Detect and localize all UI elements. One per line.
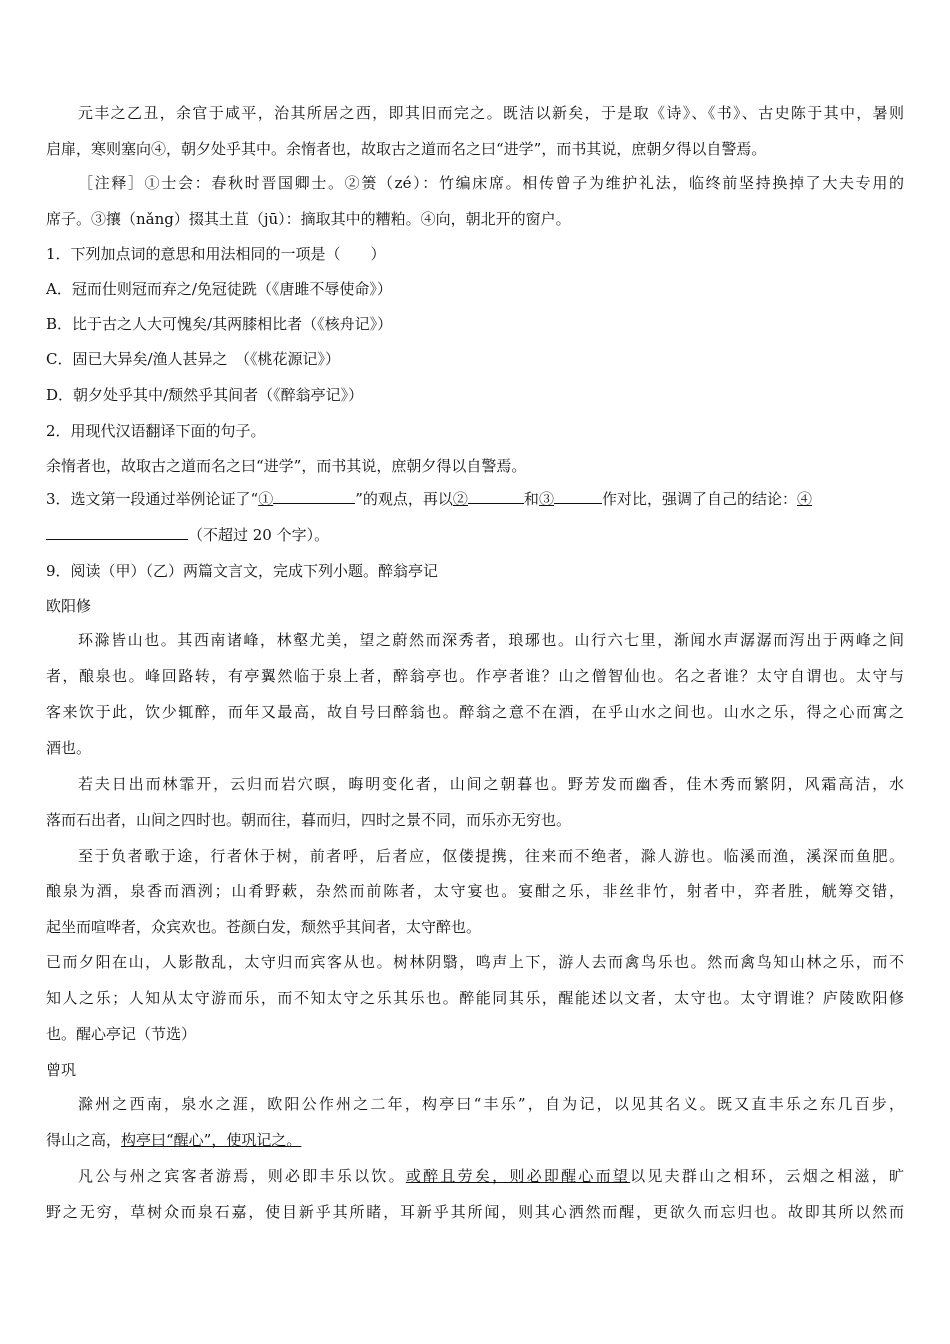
- question-1: 1．下列加点词的意思和用法相同的一项是（ ）: [46, 245, 386, 263]
- passage-line: 酒也。: [46, 739, 92, 757]
- option-c: C．固已大异矣/渔人甚异之 （《桃花源记》）: [46, 350, 341, 368]
- q3-marker-3: ③: [538, 490, 554, 508]
- text-line: 启扉，寒则塞向④，朝夕处乎其中。余惰者也，故取古之道而名之曰“进学”，而书其说，庶朝夕得以自警焉。: [46, 140, 767, 158]
- author-ouyang-xiu: 欧阳修: [46, 597, 92, 615]
- passage-line: 者，酿泉也。峰回路转，有亭翼然临于泉上者，醉翁亭也。作亭者谁？山之僧智仙也。名之者谁？太守自谓也。太守与: [46, 667, 904, 685]
- annotation-line: ［注释］①士会：春秋时晋国卿士。②箦（zé）：竹编床席。相传曾子为维护礼法，临终前坚持换掉了大夫专用的: [78, 174, 904, 192]
- answer-blank-1[interactable]: [273, 489, 355, 504]
- q3-marker-1: ①: [258, 490, 274, 508]
- passage-line: [78, 1166, 904, 1186]
- question-2: 2．用现代汉语翻译下面的句子。: [46, 422, 266, 440]
- passage-line: 酿泉为酒，泉香而酒洌；山肴野蔌，杂然而前陈者，太守宴也。宴酣之乐，非丝非竹，射者中，弈者胜，觥筹交错，: [46, 882, 904, 900]
- q3-part-b: ”的观点，再以: [355, 490, 453, 508]
- option-a: A．冠而仕则冠而弃之/免冠徒跣（《唐雎不辱使命》）: [46, 280, 392, 298]
- passage-segment: 得山之高，: [46, 1131, 122, 1149]
- question-9: 9．阅读（甲）（乙）两篇文言文，完成下列小题。醉翁亭记: [46, 562, 439, 580]
- translate-sentence: 余惰者也，故取古之道而名之曰“进学”，而书其说，庶朝夕得以自警焉。: [46, 457, 527, 475]
- underlined-sentence-2: 或醉且劳矣，则必即醒心而望: [405, 1167, 631, 1185]
- passage-line: 若夫日出而林霏开，云归而岩穴暝，晦明变化者，山间之朝暮也。野芳发而幽香，佳木秀而繁阴，风霜高洁，水: [78, 775, 904, 793]
- q3-marker-2: ②: [452, 490, 468, 508]
- option-b: B．比于古之人大可愧矣/其两膝相比者（《核舟记》）: [46, 315, 393, 333]
- passage-line: 环滁皆山也。其西南诸峰，林壑尤美，望之蔚然而深秀者，琅琊也。山行六七里，渐闻水声潺潺而泻出于两峰之间: [78, 631, 904, 649]
- answer-blank-2[interactable]: [468, 489, 524, 504]
- passage-line: 客来饮于此，饮少辄醉，而年又最高，故自号曰醉翁也。醉翁之意不在酒，在乎山水之间也。山水之乐，得之心而寓之: [46, 703, 904, 721]
- passage-line: 也。醒心亭记（节选）: [46, 1025, 197, 1043]
- annotation-line: 席子。③攘（nǎng）掇其土苴（jū）：摘取其中的糟粕。④向，朝北开的窗户。: [46, 210, 571, 228]
- author-zeng-gong: 曾巩: [46, 1061, 77, 1079]
- q3-marker-4: ④: [796, 490, 812, 508]
- q3-part-c: 和: [523, 490, 539, 508]
- passage-line: 知人之乐；人知从太守游而乐，而不知太守之乐其乐也。醉能同其乐，醒能述以文者，太守也。太守谓谁？庐陵欧阳修: [46, 989, 904, 1007]
- passage-line: 起坐而喧哗者，众宾欢也。苍颜白发，颓然乎其间者，太守醉也。: [46, 918, 482, 936]
- q3-part-a: 3．选文第一段通过举例论证了“: [46, 490, 259, 508]
- answer-blank-3[interactable]: [554, 489, 602, 504]
- passage-line: 野之无穷，草树众而泉石嘉，使目新乎其所睹，耳新乎其所闻，则其心洒然而醒，更欲久而忘归也。故即其所以然而: [46, 1203, 904, 1221]
- passage-line: 滁州之西南，泉水之涯，欧阳公作州之二年，构亭曰“丰乐”，自为记，以见其名义。既又直丰乐之东几百步，: [78, 1095, 904, 1113]
- passage-segment: 凡公与州之宾客者游焉，则必即丰乐以饮。: [78, 1167, 406, 1185]
- passage-line: 至于负者歌于途，行者休于树，前者呼，后者应，伛偻提携，往来而不绝者，滁人游也。临溪而渔，溪深而鱼肥。: [78, 847, 904, 865]
- q3-length-note: （不超过 20 个字）。: [188, 526, 330, 544]
- question-3-continued: [46, 525, 904, 545]
- passage-segment: 以见夫群山之相环，云烟之相滋，旷: [630, 1167, 904, 1185]
- underlined-sentence-1: 构亭曰“醒心”，使巩记之。: [121, 1131, 302, 1149]
- option-d: D．朝夕处乎其中/颓然乎其间者（《醉翁亭记》）: [46, 386, 364, 404]
- question-3: [46, 489, 904, 509]
- passage-line: 已而夕阳在山，人影散乱，太守归而宾客从也。树林阴翳，鸣声上下，游人去而禽鸟乐也。然而禽鸟知山林之乐，而不: [46, 953, 904, 971]
- passage-line: [46, 1130, 904, 1150]
- passage-line: 落而石出者，山间之四时也。朝而往，暮而归，四时之景不同，而乐亦无穷也。: [46, 811, 572, 829]
- text-line: 元丰之乙丑，余官于咸平，治其所居之西，即其旧而完之。既洁以新矣，于是取《诗》、《书》、古史陈于其中，暑则: [78, 104, 904, 122]
- q3-part-d: 作对比，强调了自己的结论：: [601, 490, 797, 508]
- answer-blank-4[interactable]: [46, 525, 188, 540]
